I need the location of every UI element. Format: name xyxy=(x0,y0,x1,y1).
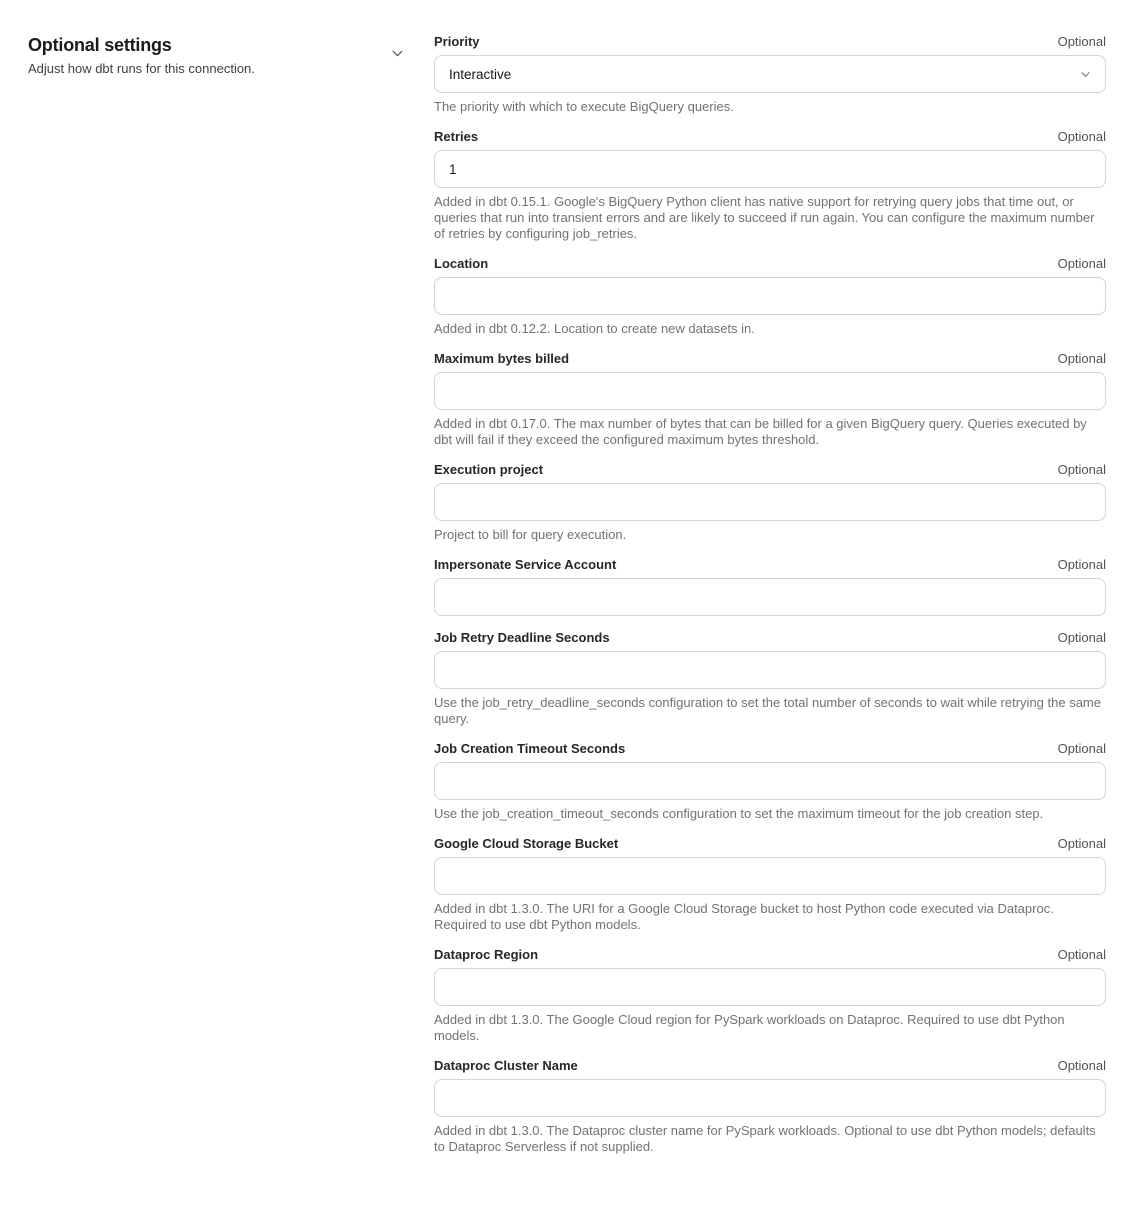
dataproc-cluster-name-input[interactable] xyxy=(434,1079,1106,1117)
field-label: Dataproc Region xyxy=(434,947,539,962)
form-field-job-retry-deadline-seconds xyxy=(434,630,1106,727)
optional-badge: Optional xyxy=(1057,741,1106,756)
optional-badge: Optional xyxy=(1057,462,1106,477)
field-label: Maximum bytes billed xyxy=(434,351,570,366)
field-help: Use the job_retry_deadline_seconds configuration to set the total number of seconds to wait while retrying the same query. xyxy=(434,695,1101,726)
optional-badge: Optional xyxy=(1057,947,1106,962)
job-creation-timeout-seconds-input[interactable] xyxy=(434,762,1106,800)
form-field-impersonate-service-account xyxy=(434,557,1106,616)
field-header xyxy=(434,741,1106,757)
location-input[interactable] xyxy=(434,277,1106,315)
field-header xyxy=(434,630,1106,646)
field-label: Impersonate Service Account xyxy=(434,557,617,572)
optional-badge: Optional xyxy=(1057,256,1106,271)
field-label: Dataproc Cluster Name xyxy=(434,1058,578,1073)
section-header-text xyxy=(28,34,255,77)
google-cloud-storage-bucket-input[interactable] xyxy=(434,857,1106,895)
section-header xyxy=(28,34,406,77)
form-field-retries xyxy=(434,129,1106,242)
form-fields xyxy=(434,34,1106,1168)
field-help: Project to bill for query execution. xyxy=(434,527,627,542)
page-title: Optional settings xyxy=(28,35,172,55)
retries-input[interactable] xyxy=(434,150,1106,188)
field-header xyxy=(434,557,1106,573)
field-help: Added in dbt 1.3.0. The URI for a Google Cloud Storage bucket to host Python code executed via Dataproc. Required to use dbt Python models. xyxy=(434,901,1054,932)
field-label: Priority xyxy=(434,34,480,49)
field-label: Retries xyxy=(434,129,479,144)
field-header xyxy=(434,34,1106,50)
optional-badge: Optional xyxy=(1057,1058,1106,1073)
form-field-execution-project xyxy=(434,462,1106,543)
optional-badge: Optional xyxy=(1057,129,1106,144)
optional-badge: Optional xyxy=(1057,630,1106,645)
field-label: Job Retry Deadline Seconds xyxy=(434,630,610,645)
chevron-down-icon xyxy=(391,48,404,63)
field-help: Added in dbt 1.3.0. The Google Cloud region for PySpark workloads on Dataproc. Required to use dbt Python models. xyxy=(434,1012,1065,1043)
field-header xyxy=(434,129,1106,145)
field-help: Added in dbt 0.15.1. Google's BigQuery Python client has native support for retrying query jobs that time out, or queries that run into transient errors and are likely to succeed if run again. You can configure the maximum number of retries by configuring job_retries. xyxy=(434,194,1095,241)
dataproc-region-input[interactable] xyxy=(434,968,1106,1006)
field-help: The priority with which to execute BigQuery queries. xyxy=(434,99,734,114)
form-field-google-cloud-storage-bucket xyxy=(434,836,1106,933)
execution-project-input[interactable] xyxy=(434,483,1106,521)
optional-badge: Optional xyxy=(1057,836,1106,851)
form-field-priority xyxy=(434,34,1106,115)
field-header xyxy=(434,947,1106,963)
job-retry-deadline-seconds-input[interactable] xyxy=(434,651,1106,689)
form-field-dataproc-cluster-name xyxy=(434,1058,1106,1155)
optional-badge: Optional xyxy=(1057,34,1106,49)
field-label: Execution project xyxy=(434,462,544,477)
field-help: Added in dbt 1.3.0. The Dataproc cluster name for PySpark workloads. Optional to use dbt Python models; defaults to Dataproc Serverless if not supplied. xyxy=(434,1123,1096,1154)
maximum-bytes-billed-input[interactable] xyxy=(434,372,1106,410)
form-field-maximum-bytes-billed xyxy=(434,351,1106,448)
form-field-dataproc-region xyxy=(434,947,1106,1044)
field-header xyxy=(434,256,1106,272)
section-collapse-button[interactable] xyxy=(389,45,406,62)
select-value: Interactive xyxy=(449,66,512,82)
field-header xyxy=(434,462,1106,478)
field-label: Location xyxy=(434,256,489,271)
field-header xyxy=(434,351,1106,367)
priority-select[interactable] xyxy=(434,55,1106,93)
field-help: Added in dbt 0.17.0. The max number of bytes that can be billed for a given BigQuery query. Queries executed by dbt will fail if they exceed the configured maximum bytes threshold. xyxy=(434,416,1087,447)
optional-badge: Optional xyxy=(1057,351,1106,366)
field-help: Use the job_creation_timeout_seconds configuration to set the maximum timeout for the job creation step. xyxy=(434,806,1044,821)
form-field-location xyxy=(434,256,1106,337)
field-header xyxy=(434,1058,1106,1074)
impersonate-service-account-input[interactable] xyxy=(434,578,1106,616)
field-label: Google Cloud Storage Bucket xyxy=(434,836,619,851)
form-field-job-creation-timeout-seconds xyxy=(434,741,1106,822)
optional-badge: Optional xyxy=(1057,557,1106,572)
field-header xyxy=(434,836,1106,852)
field-label: Job Creation Timeout Seconds xyxy=(434,741,626,756)
page-subtitle: Adjust how dbt runs for this connection. xyxy=(28,61,255,76)
field-help: Added in dbt 0.12.2. Location to create new datasets in. xyxy=(434,321,755,336)
chevron-down-icon xyxy=(1080,69,1091,80)
